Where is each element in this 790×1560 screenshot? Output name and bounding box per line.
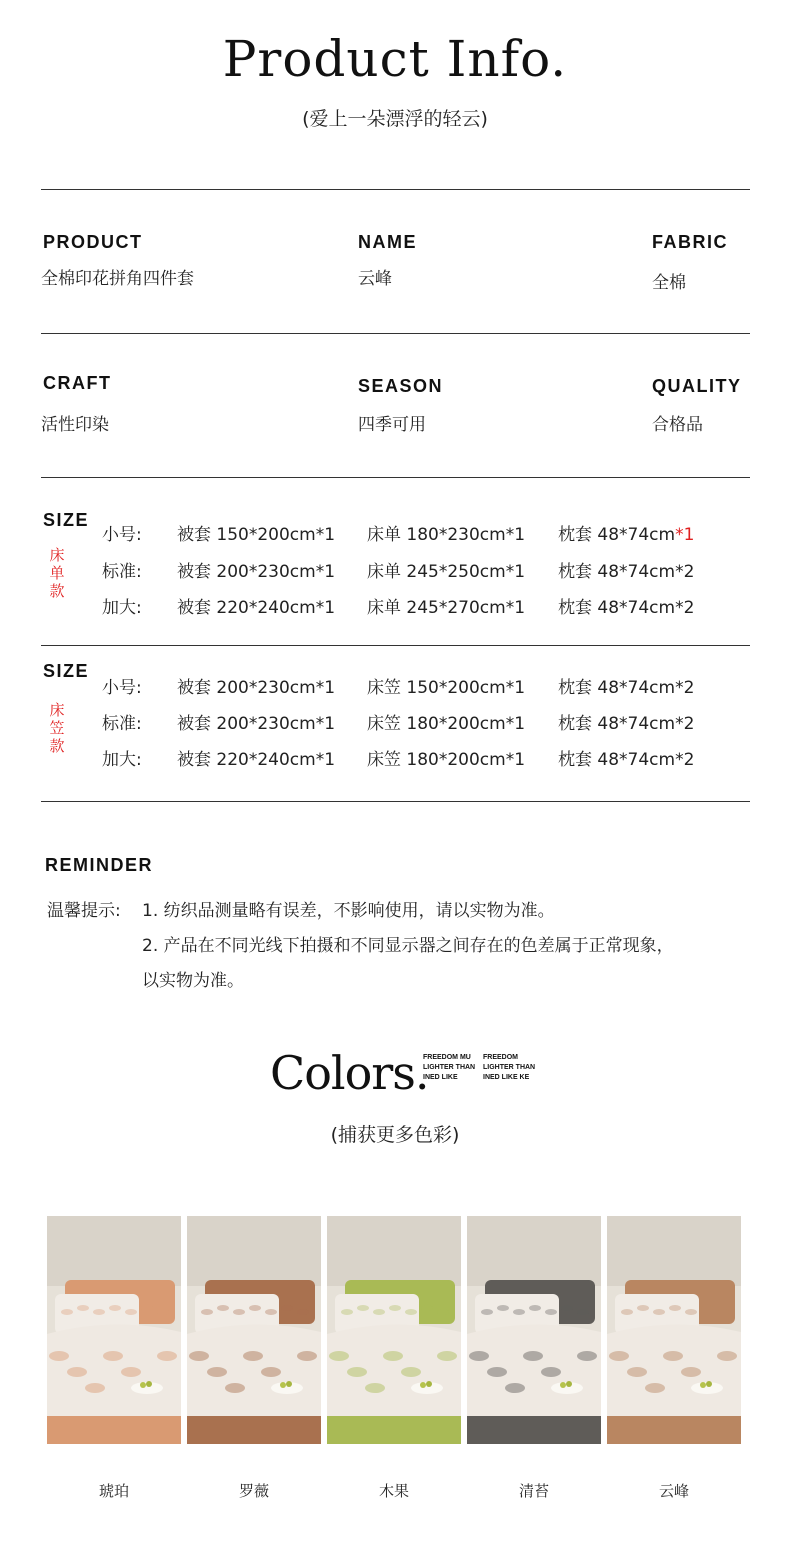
pillow-size: 枕套 48*74cm*2: [558, 598, 695, 618]
color-photo[interactable]: [327, 1216, 461, 1444]
size-fitted-label: SIZE: [43, 661, 90, 681]
pillow-qty: *2: [675, 678, 695, 698]
size-sheet-label: SIZE: [43, 510, 90, 530]
colors-title: Colors.: [270, 1046, 429, 1100]
duvet-size: 被套 200*230cm*1: [177, 714, 336, 734]
divider: [41, 801, 750, 802]
pillow-qty: *2: [675, 562, 695, 582]
size-name: 小号:: [102, 525, 142, 545]
product-value: 全棉印花拼角四件套: [41, 269, 194, 289]
colors-subtitle: (捕获更多色彩): [330, 1124, 460, 1146]
name-value: 云峰: [358, 269, 392, 289]
size-name: 小号:: [102, 678, 142, 698]
pillow-qty: *2: [675, 598, 695, 618]
pillow-size: 枕套 48*74cm*2: [558, 750, 695, 770]
color-name: 木果: [378, 1482, 409, 1500]
color-photo[interactable]: [467, 1216, 601, 1444]
size-fitted-tag: 床 笠 款: [49, 701, 65, 755]
size-name: 加大:: [102, 750, 142, 770]
color-photo[interactable]: [47, 1216, 181, 1444]
page-title: Product Info.: [222, 30, 568, 88]
divider: [41, 477, 750, 478]
fabric-value: 全棉: [652, 273, 686, 293]
duvet-size: 被套 150*200cm*1: [177, 525, 336, 545]
reminder-prefix: 温馨提示:: [47, 901, 121, 921]
product-label: PRODUCT: [43, 232, 143, 252]
colors-tagline: FREEDOM LIGHTER THAN INED LIKE KE: [483, 1054, 536, 1081]
sheet-size: 床单 180*230cm*1: [367, 525, 526, 545]
reminder-label: REMINDER: [45, 855, 154, 875]
color-name: 琥珀: [98, 1482, 129, 1500]
duvet-size: 被套 200*230cm*1: [177, 562, 336, 582]
pillow-size: 枕套 48*74cm*2: [558, 562, 695, 582]
size-name: 标准:: [102, 562, 142, 582]
divider: [41, 189, 750, 190]
sheet-size: 床单 245*270cm*1: [367, 598, 526, 618]
reminder-line-2: 2. 产品在不同光线下拍摄和不同显示器之间存在的色差属于正常现象，: [142, 936, 674, 956]
color-name: 清苔: [518, 1482, 549, 1500]
duvet-size: 被套 200*230cm*1: [177, 678, 336, 698]
quality-label: QUALITY: [652, 376, 742, 396]
pillow-qty: *2: [675, 714, 695, 734]
size-sheet-tag: 床 单 款: [49, 546, 65, 600]
color-photo[interactable]: [607, 1216, 741, 1444]
duvet-size: 被套 220*240cm*1: [177, 750, 336, 770]
divider: [41, 333, 750, 334]
pillow-size: 枕套 48*74cm*2: [558, 714, 695, 734]
colors-tagline: FREEDOM MU LIGHTER THAN INED LIKE: [423, 1054, 476, 1081]
duvet-size: 被套 220*240cm*1: [177, 598, 336, 618]
page-subtitle: (爱上一朵漂浮的轻云): [302, 108, 488, 130]
size-name: 加大:: [102, 598, 142, 618]
fitted-size: 床笠 150*200cm*1: [367, 678, 526, 698]
size-name: 标准:: [102, 714, 142, 734]
fitted-size: 床笠 180*200cm*1: [367, 750, 526, 770]
season-value: 四季可用: [358, 415, 426, 435]
craft-label: CRAFT: [43, 373, 112, 393]
pillow-size: 枕套 48*74cm*1: [558, 525, 695, 545]
pillow-qty: *2: [675, 750, 695, 770]
fitted-size: 床笠 180*200cm*1: [367, 714, 526, 734]
color-name: 云峰: [658, 1482, 689, 1500]
craft-value: 活性印染: [41, 415, 109, 435]
pillow-size: 枕套 48*74cm*2: [558, 678, 695, 698]
color-photo[interactable]: [187, 1216, 321, 1444]
sheet-size: 床单 245*250cm*1: [367, 562, 526, 582]
pillow-qty: *1: [675, 525, 695, 545]
name-label: NAME: [358, 232, 417, 252]
divider: [41, 645, 750, 646]
color-name: 罗薇: [238, 1482, 269, 1500]
reminder-line-1: 1. 纺织品测量略有误差，不影响使用，请以实物为准。: [142, 901, 555, 921]
quality-value: 合格品: [652, 415, 703, 435]
season-label: SEASON: [358, 376, 444, 396]
fabric-label: FABRIC: [652, 232, 728, 252]
reminder-line-3: 以实物为准。: [142, 971, 244, 991]
